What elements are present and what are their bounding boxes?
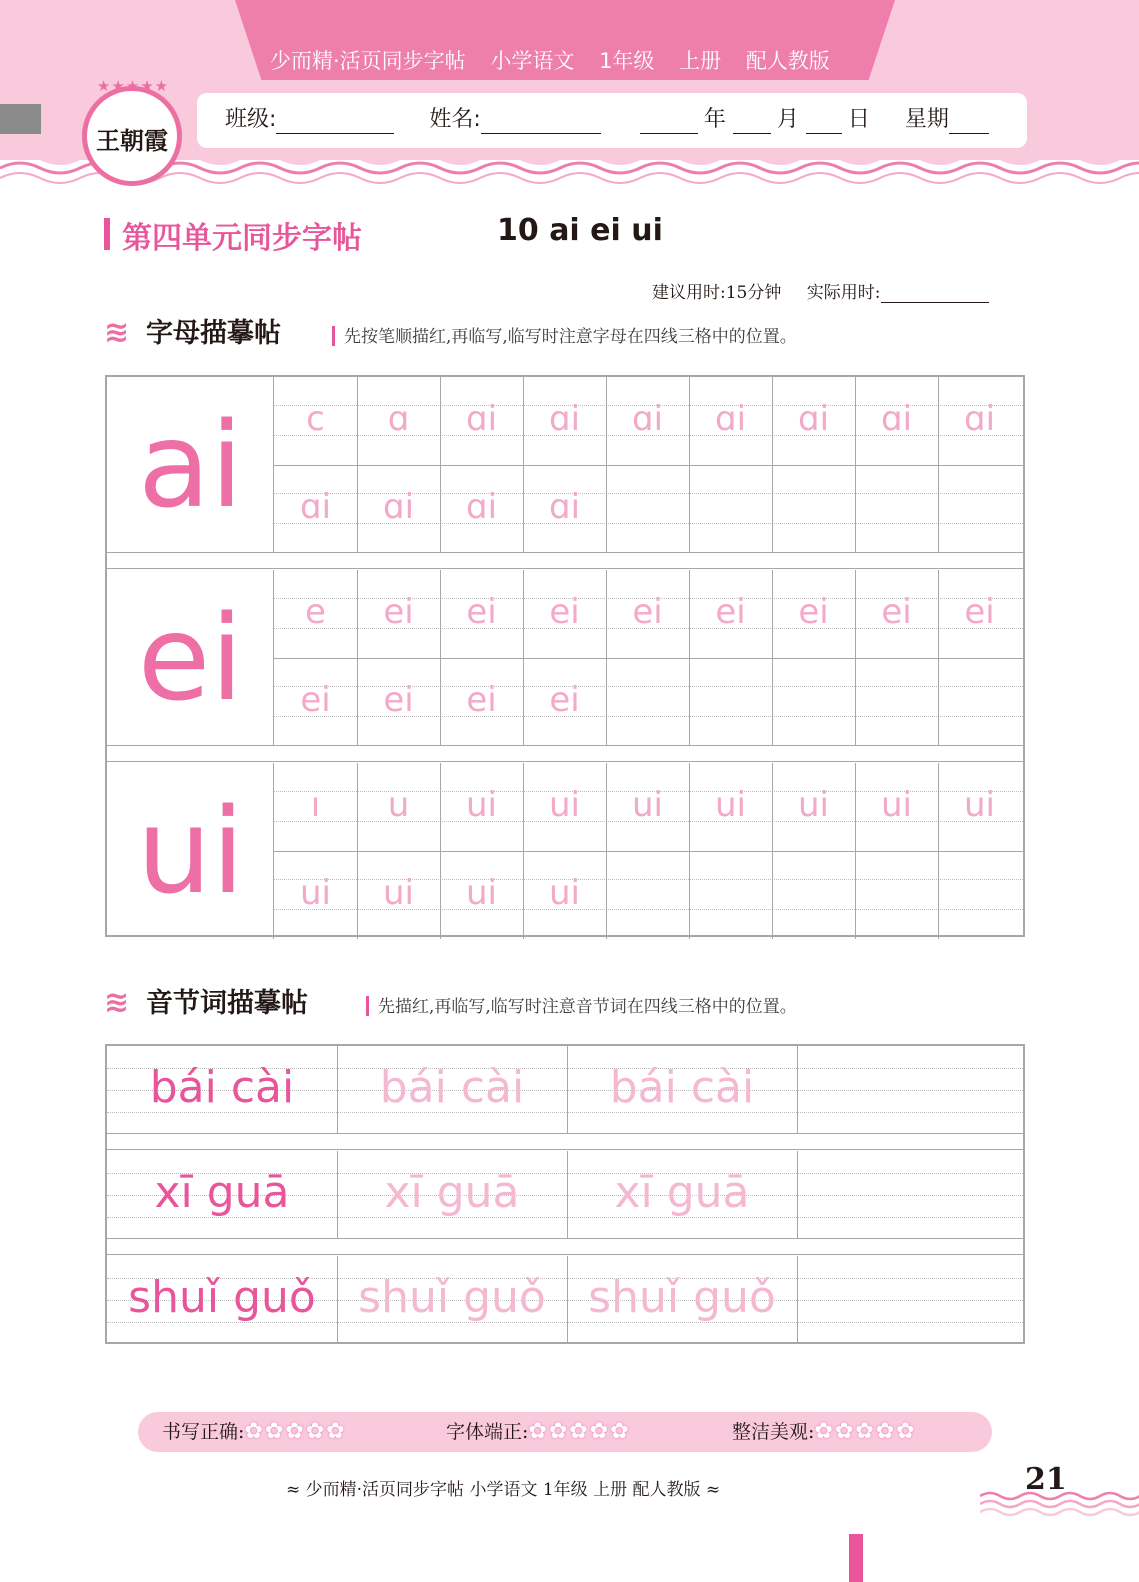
row-gap bbox=[107, 553, 1023, 569]
trace-letter: ɑi bbox=[465, 487, 498, 527]
letter-row-ei bbox=[107, 570, 1023, 746]
class-label: 班级: bbox=[225, 107, 277, 132]
header-title bbox=[270, 44, 870, 78]
letter-row-ui bbox=[107, 763, 1023, 939]
actual-time-field[interactable] bbox=[881, 285, 989, 303]
header-title-part: 上册 bbox=[679, 49, 722, 73]
trace-letter: ei bbox=[466, 592, 497, 632]
model-word: xī guā bbox=[154, 1167, 290, 1218]
trace-letter: ɑi bbox=[797, 399, 830, 439]
year-label: 年 bbox=[703, 107, 726, 132]
name-field[interactable] bbox=[481, 112, 601, 134]
header-title-part: 小学语文 bbox=[490, 49, 575, 73]
month-field[interactable] bbox=[733, 112, 771, 134]
unit-title-bar bbox=[104, 218, 110, 250]
flower-icon-rating[interactable]: ✿✿✿✿✿ bbox=[244, 1419, 347, 1444]
class-field[interactable] bbox=[276, 112, 394, 134]
model-letter-cell bbox=[107, 570, 274, 746]
divider bbox=[366, 996, 369, 1016]
evaluation-bar bbox=[138, 1412, 992, 1452]
model-letter: ui bbox=[136, 782, 245, 920]
trace-letter: ui bbox=[964, 785, 995, 825]
trace-letter: ui bbox=[881, 785, 912, 825]
trace-letter: ei bbox=[632, 592, 663, 632]
trace-letter: ei bbox=[798, 592, 829, 632]
trace-word[interactable]: shuǐ guǒ bbox=[358, 1272, 546, 1323]
trace-grid[interactable] bbox=[274, 377, 1023, 553]
trace-letter: ei bbox=[715, 592, 746, 632]
letter-row-ai bbox=[107, 377, 1023, 553]
page-wave-decoration bbox=[980, 1488, 1139, 1518]
letters-section-note: 先按笔顺描红,再临写,临写时注意字母在四线三格中的位置。 bbox=[344, 327, 797, 347]
row-gap bbox=[107, 746, 1023, 762]
eval-label: 整洁美观: bbox=[732, 1421, 815, 1443]
trace-letter: ui bbox=[632, 785, 663, 825]
model-letter: ei bbox=[137, 589, 244, 727]
trace-letter: ui bbox=[715, 785, 746, 825]
trace-letter: ɑi bbox=[880, 399, 913, 439]
footer-text: ≈ 少而精·活页同步字帖 小学语文 1年级 上册 配人教版 ≈ bbox=[286, 1480, 721, 1500]
trace-letter: ei bbox=[383, 680, 414, 720]
time-row bbox=[652, 278, 995, 303]
flower-icon-rating[interactable]: ✿✿✿✿✿ bbox=[528, 1419, 631, 1444]
trace-letter: ei bbox=[466, 680, 497, 720]
unit-title: 第四单元同步字帖 bbox=[122, 221, 362, 256]
student-info-box bbox=[197, 93, 1027, 148]
eval-correct bbox=[162, 1420, 347, 1444]
trace-word[interactable]: bái cài bbox=[609, 1062, 755, 1113]
trace-word[interactable]: xī guā bbox=[384, 1167, 520, 1218]
trace-letter: ei bbox=[383, 592, 414, 632]
word-row bbox=[107, 1046, 1023, 1134]
wave-icon: ≋ bbox=[104, 985, 130, 1020]
star-icon-row: ★★★★★ bbox=[96, 77, 170, 95]
trace-letter: ei bbox=[549, 680, 580, 720]
name-label: 姓名: bbox=[429, 107, 481, 132]
trace-letter: ui bbox=[549, 785, 580, 825]
day-field[interactable] bbox=[806, 112, 842, 134]
words-section-note: 先描红,再临写,临写时注意音节词在四线三格中的位置。 bbox=[378, 997, 797, 1017]
trace-letter: ɑi bbox=[299, 487, 332, 527]
suggested-time: 建议用时:15分钟 bbox=[652, 283, 782, 303]
trace-word[interactable]: bái cài bbox=[379, 1062, 525, 1113]
trace-letter: ɑi bbox=[382, 487, 415, 527]
model-word: bái cài bbox=[149, 1062, 295, 1113]
trace-letter: u bbox=[387, 785, 410, 825]
trace-letter: ei bbox=[300, 680, 331, 720]
header-title-part: 少而精·活页同步字帖 bbox=[270, 49, 466, 73]
student-info-row bbox=[225, 106, 995, 134]
trace-letter: ɑi bbox=[548, 399, 581, 439]
word-practice-grid bbox=[105, 1044, 1025, 1344]
trace-grid[interactable] bbox=[274, 763, 1023, 939]
side-tab bbox=[0, 104, 41, 134]
model-letter: ai bbox=[137, 396, 244, 534]
day-label: 日 bbox=[847, 107, 870, 132]
eval-label: 字体端正: bbox=[446, 1421, 529, 1443]
letters-section-head bbox=[104, 315, 904, 352]
trace-grid[interactable] bbox=[274, 570, 1023, 746]
trace-letter: ei bbox=[549, 592, 580, 632]
trace-letter: ui bbox=[300, 873, 331, 913]
word-row bbox=[107, 1256, 1023, 1344]
model-letter-cell bbox=[107, 377, 274, 553]
logo-text: 王朝霞 bbox=[96, 126, 168, 155]
lesson-title: 10 ai ei ui bbox=[497, 213, 663, 248]
trace-letter: ı bbox=[310, 785, 321, 825]
words-section-head bbox=[104, 985, 904, 1022]
actual-time-label: 实际用时: bbox=[806, 283, 881, 303]
month-label: 月 bbox=[776, 107, 799, 132]
trace-letter: e bbox=[305, 592, 326, 632]
trace-letter: ui bbox=[549, 873, 580, 913]
letter-practice-grid bbox=[105, 375, 1025, 937]
brand-logo bbox=[82, 77, 182, 186]
trace-word[interactable]: xī guā bbox=[614, 1167, 750, 1218]
week-label: 星期 bbox=[904, 107, 949, 132]
trace-letter: ui bbox=[466, 785, 497, 825]
row-gap bbox=[107, 1239, 1023, 1255]
trace-letter: ɑi bbox=[548, 487, 581, 527]
word-row bbox=[107, 1151, 1023, 1239]
eval-neat bbox=[446, 1420, 631, 1444]
trace-letter: ei bbox=[964, 592, 995, 632]
model-word: shuǐ guǒ bbox=[128, 1272, 316, 1323]
eval-label: 书写正确: bbox=[162, 1421, 245, 1443]
trace-letter: c bbox=[306, 399, 325, 439]
trace-letter: ɑi bbox=[714, 399, 747, 439]
model-letter-cell bbox=[107, 763, 274, 939]
week-field[interactable] bbox=[949, 112, 989, 134]
row-gap bbox=[107, 1134, 1023, 1150]
year-field[interactable] bbox=[640, 112, 698, 134]
trace-letter: ui bbox=[466, 873, 497, 913]
trace-letter: ui bbox=[383, 873, 414, 913]
wave-icon: ≋ bbox=[104, 315, 130, 350]
trace-letter: ɑi bbox=[465, 399, 498, 439]
trace-letter: ɑ bbox=[387, 399, 410, 439]
divider bbox=[332, 326, 335, 346]
words-section-title: 音节词描摹帖 bbox=[146, 988, 308, 1019]
header-title-part: 配人教版 bbox=[745, 49, 830, 73]
trace-letter: ɑi bbox=[631, 399, 664, 439]
trace-letter: ui bbox=[798, 785, 829, 825]
trace-letter: ɑi bbox=[963, 399, 996, 439]
eval-tidy bbox=[732, 1420, 917, 1444]
trace-word[interactable]: shuǐ guǒ bbox=[588, 1272, 776, 1323]
side-marker bbox=[849, 1534, 863, 1582]
letters-section-title: 字母描摹帖 bbox=[146, 318, 281, 349]
flower-icon-rating[interactable]: ✿✿✿✿✿ bbox=[814, 1419, 917, 1444]
trace-letter: ei bbox=[881, 592, 912, 632]
header-title-part: 1年级 bbox=[599, 49, 655, 73]
page-number: 21 bbox=[1025, 1462, 1067, 1497]
